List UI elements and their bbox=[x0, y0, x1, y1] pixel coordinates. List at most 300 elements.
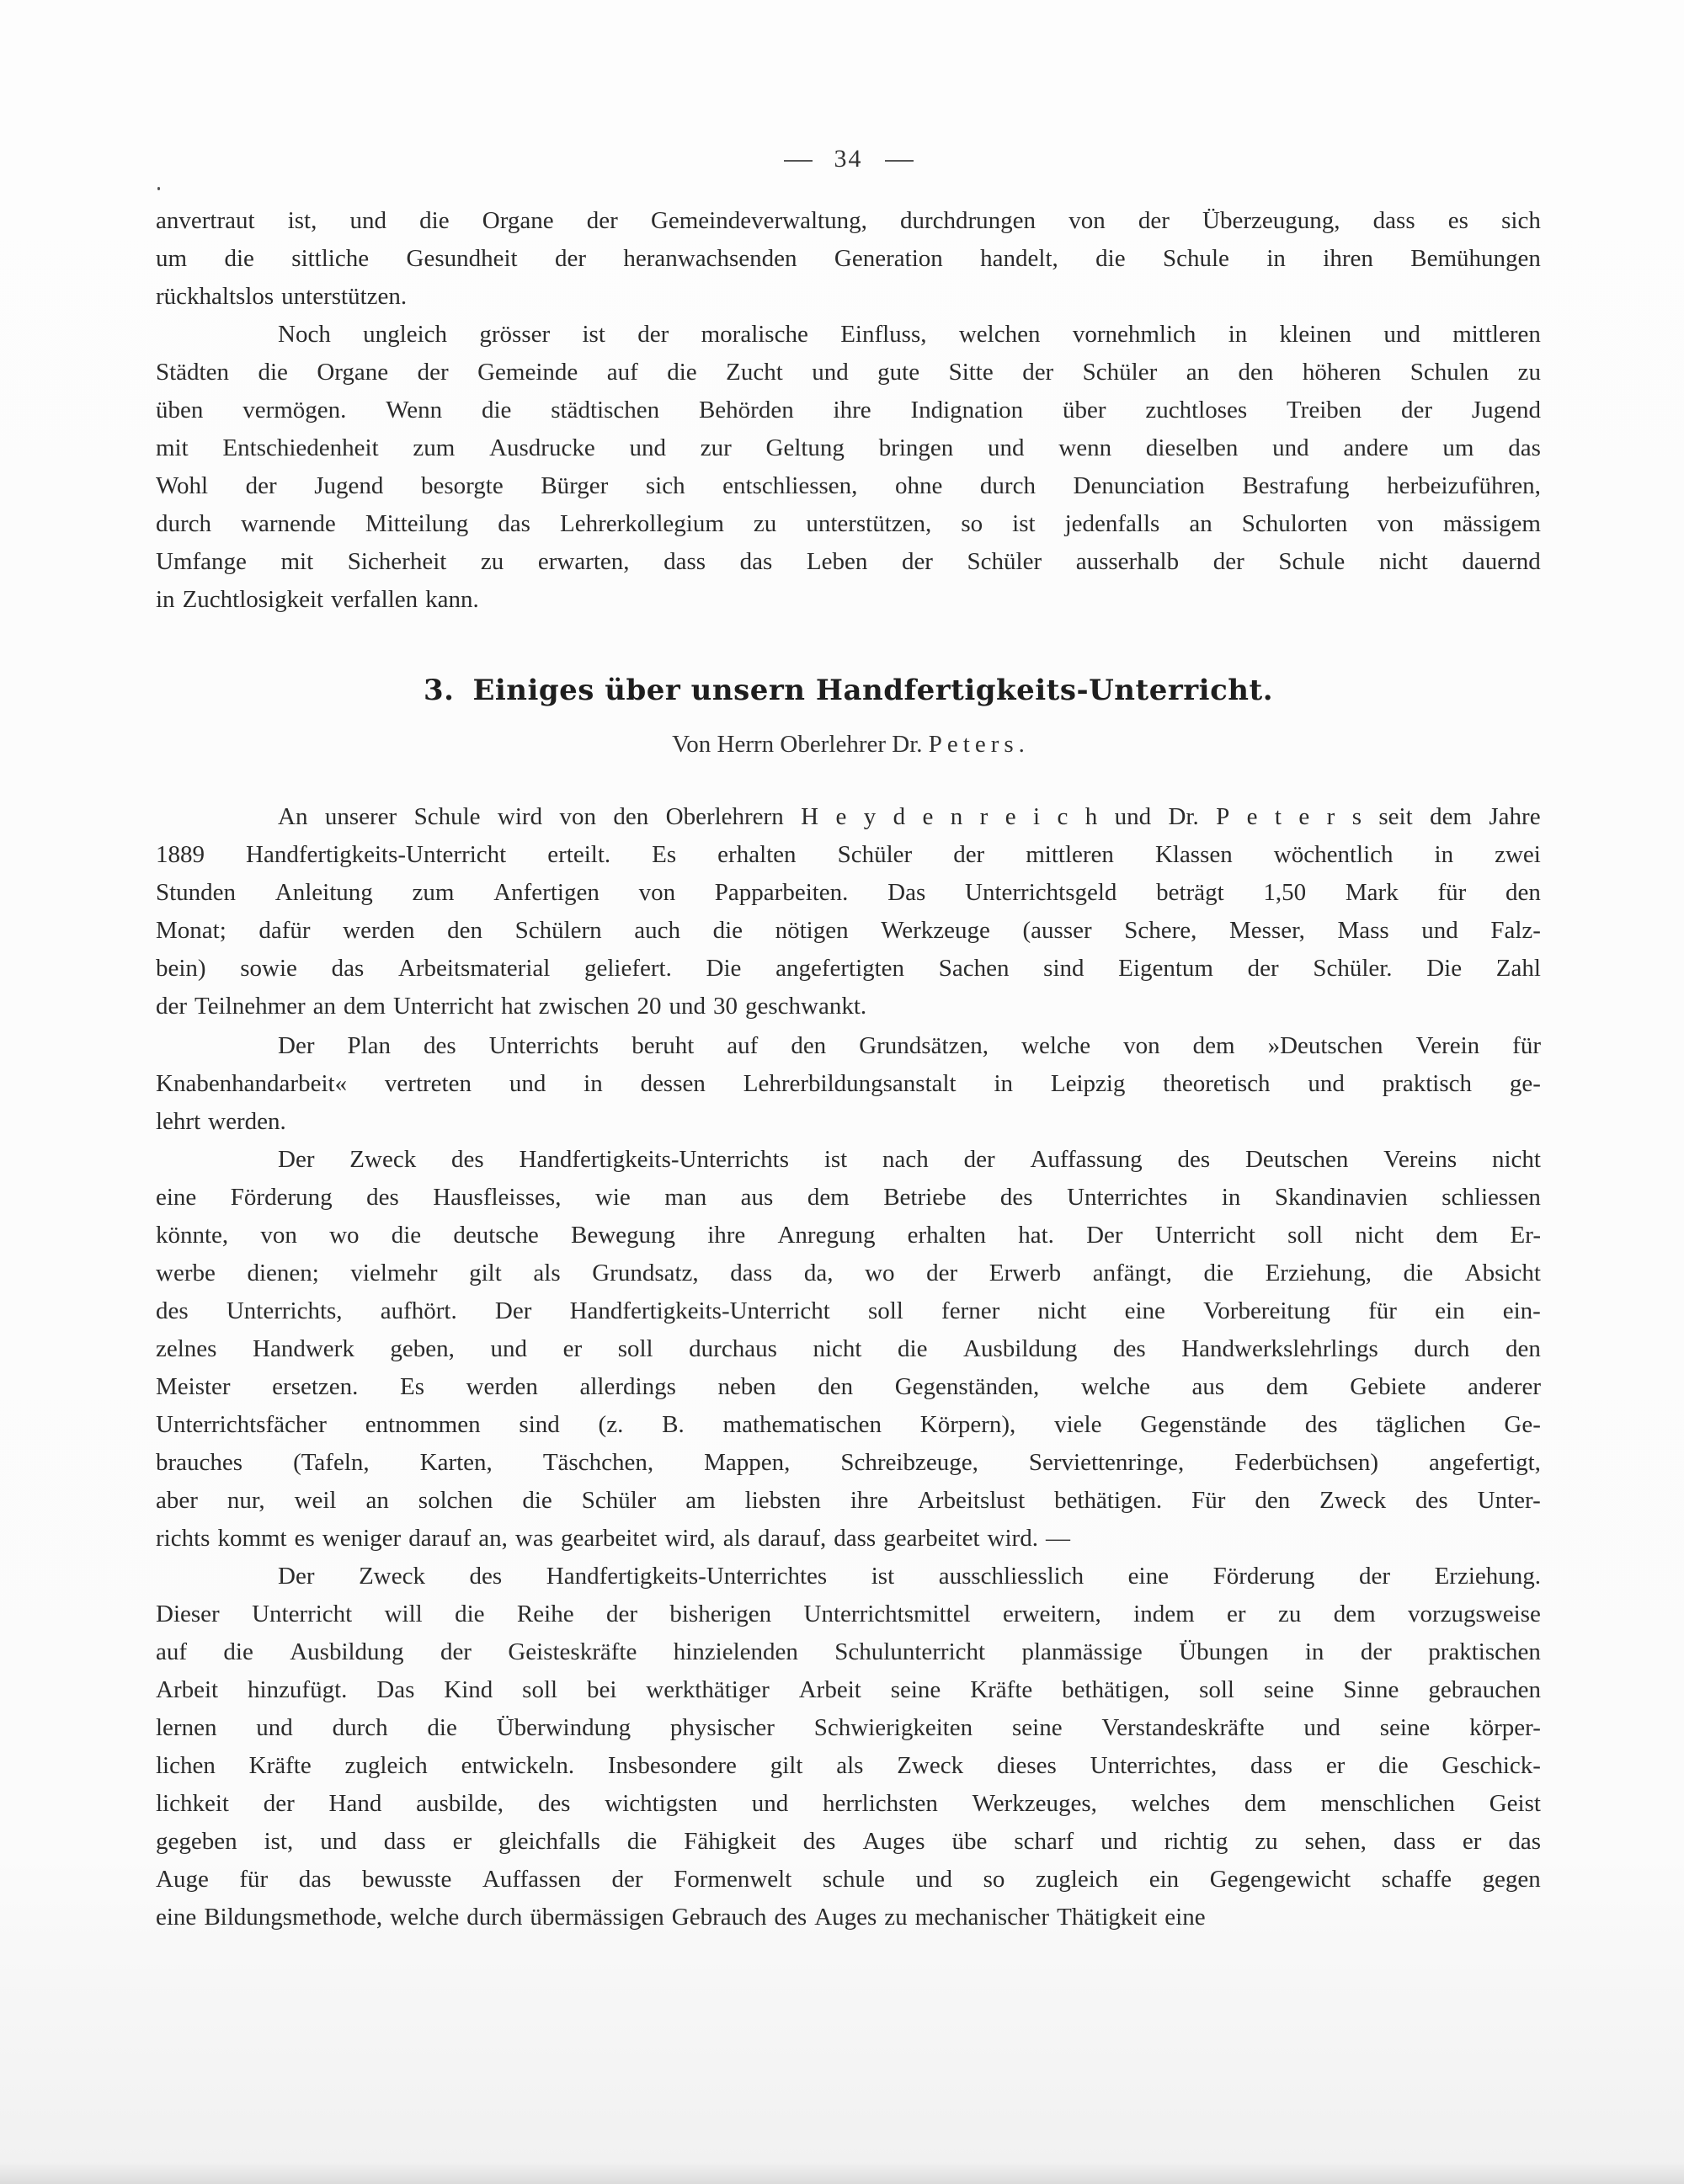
word: und bbox=[1114, 803, 1152, 830]
word: Vereins bbox=[1383, 1146, 1458, 1173]
word: des bbox=[451, 1146, 484, 1173]
word: anvertraut bbox=[156, 207, 255, 234]
word: des bbox=[774, 1904, 807, 1931]
word: Kräfte bbox=[248, 1752, 312, 1779]
word: den bbox=[1238, 359, 1274, 386]
word: ihre bbox=[850, 1487, 888, 1514]
word: ungleich bbox=[363, 321, 448, 348]
word: dieselben bbox=[1145, 434, 1239, 461]
word: die bbox=[427, 1714, 457, 1741]
word: Wohl bbox=[156, 472, 209, 499]
word: Teilnehmer bbox=[195, 993, 306, 1020]
word: Ge- bbox=[1504, 1411, 1541, 1438]
word: Knabenhandarbeit« bbox=[156, 1070, 348, 1097]
word: Das bbox=[887, 879, 926, 906]
word: seit bbox=[1378, 803, 1413, 830]
word: täglichen bbox=[1376, 1411, 1466, 1438]
word: des bbox=[469, 1563, 503, 1590]
word: eine bbox=[1164, 1904, 1206, 1931]
word: y bbox=[863, 803, 877, 830]
word: erhalten bbox=[907, 1222, 987, 1249]
text-line bbox=[156, 1444, 1541, 1482]
word: Deutschen bbox=[1244, 1146, 1349, 1173]
word: in bbox=[1228, 321, 1248, 348]
word: nur, bbox=[226, 1487, 265, 1514]
word: physischer bbox=[669, 1714, 775, 1741]
word: von bbox=[559, 803, 596, 830]
word: Auge bbox=[156, 1866, 209, 1893]
word: dem bbox=[1244, 1790, 1287, 1817]
word: Unterrichtsmittel bbox=[803, 1601, 971, 1627]
word: Gemeindeverwaltung, bbox=[650, 207, 867, 234]
word: Der bbox=[278, 1032, 315, 1059]
word: die bbox=[258, 359, 288, 386]
word: für bbox=[1368, 1297, 1397, 1324]
word: Plan bbox=[347, 1032, 392, 1059]
word: nicht bbox=[813, 1335, 862, 1362]
word: Jugend bbox=[1471, 397, 1541, 423]
word: theoretisch bbox=[1163, 1070, 1271, 1097]
word: indem bbox=[1133, 1601, 1195, 1627]
word: wo bbox=[329, 1222, 360, 1249]
word: Werkzeuges, bbox=[972, 1790, 1097, 1817]
word: und bbox=[1303, 1714, 1340, 1741]
word: geliefert. bbox=[584, 955, 672, 982]
word: zelnes bbox=[156, 1335, 217, 1362]
word: Arbeit bbox=[156, 1676, 219, 1703]
word: Hand bbox=[328, 1790, 382, 1817]
word: Insbesondere bbox=[607, 1752, 737, 1779]
paragraph-1 bbox=[156, 202, 1541, 316]
word: 1889 bbox=[156, 841, 205, 868]
word: wöchentlich bbox=[1273, 841, 1394, 868]
word: in bbox=[1304, 1638, 1324, 1665]
word: in bbox=[1434, 841, 1454, 868]
word: t bbox=[1274, 803, 1282, 830]
word: mittleren bbox=[1452, 321, 1541, 348]
word: auf bbox=[606, 359, 638, 386]
word: dem bbox=[1266, 1373, 1308, 1400]
word: ist, bbox=[287, 207, 317, 234]
word: und bbox=[751, 1790, 789, 1817]
word: des bbox=[802, 1828, 836, 1855]
word: ihre bbox=[833, 397, 871, 423]
word: Handwerk bbox=[253, 1335, 354, 1362]
word: werkthätiger bbox=[646, 1676, 770, 1703]
text-line bbox=[156, 1558, 1541, 1595]
word: Werkzeuge bbox=[881, 917, 990, 944]
word: er bbox=[562, 1335, 583, 1362]
word: Schwierigkeiten bbox=[813, 1714, 973, 1741]
word: besorgte bbox=[421, 472, 504, 499]
word: und bbox=[1272, 434, 1309, 461]
word: durch bbox=[1414, 1335, 1470, 1362]
word: beruht bbox=[632, 1032, 695, 1059]
word: die bbox=[391, 1222, 422, 1249]
word: Erwerb bbox=[989, 1260, 1062, 1286]
word: Er- bbox=[1510, 1222, 1541, 1249]
byline-author: Peters bbox=[928, 731, 1019, 758]
word: des bbox=[999, 1184, 1033, 1211]
word: der bbox=[156, 993, 188, 1020]
word: Vorbereitung bbox=[1203, 1297, 1330, 1324]
word: aber bbox=[156, 1487, 198, 1514]
word: soll bbox=[1287, 1222, 1324, 1249]
word: Das bbox=[376, 1676, 415, 1703]
word: Städten bbox=[156, 359, 229, 386]
word: es bbox=[294, 1525, 315, 1552]
word: die bbox=[1203, 1260, 1234, 1286]
word: der bbox=[554, 245, 587, 272]
word: erteilt. bbox=[547, 841, 611, 868]
word: Denunciation bbox=[1073, 472, 1205, 499]
word: den bbox=[447, 917, 482, 944]
word: vielmehr bbox=[350, 1260, 438, 1286]
word: Schüler bbox=[1082, 359, 1158, 386]
word: als bbox=[533, 1260, 561, 1286]
word: von bbox=[1377, 510, 1414, 537]
word: zu bbox=[1255, 1828, 1278, 1855]
word: den bbox=[1505, 1335, 1541, 1362]
word: darauf, bbox=[757, 1525, 827, 1552]
word: welche bbox=[390, 1904, 460, 1931]
word: seine bbox=[890, 1676, 941, 1703]
word: handelt, bbox=[980, 245, 1058, 272]
word: nach bbox=[882, 1146, 929, 1173]
word: dass bbox=[1372, 207, 1415, 234]
word: ein bbox=[1148, 1866, 1180, 1893]
word: das bbox=[1508, 434, 1541, 461]
word: Überwindung bbox=[496, 1714, 632, 1741]
word: da, bbox=[803, 1260, 834, 1286]
word: Serviettenringe, bbox=[1028, 1449, 1185, 1476]
word: am bbox=[685, 1487, 716, 1514]
paragraph-2 bbox=[156, 316, 1541, 619]
word: zugleich bbox=[344, 1752, 428, 1779]
word: Schere, bbox=[1124, 917, 1197, 944]
word: bisherigen bbox=[669, 1601, 772, 1627]
word: ge- bbox=[1509, 1070, 1541, 1097]
word: die bbox=[223, 1638, 253, 1665]
word: herbeizuführen, bbox=[1387, 472, 1541, 499]
word: heranwachsenden bbox=[623, 245, 797, 272]
word: Schülern bbox=[514, 917, 602, 944]
word: 30 bbox=[713, 993, 738, 1020]
word: ist bbox=[582, 321, 605, 348]
word: die bbox=[1095, 245, 1126, 272]
word: e bbox=[835, 803, 847, 830]
word: der bbox=[605, 1601, 637, 1627]
text-line bbox=[156, 1633, 1541, 1671]
word: kleinen bbox=[1279, 321, 1351, 348]
word: s bbox=[1351, 803, 1362, 830]
word: Förderung bbox=[1212, 1563, 1315, 1590]
word: werbe bbox=[156, 1260, 216, 1286]
word: gilt bbox=[469, 1260, 502, 1286]
word: gearbeitet bbox=[560, 1525, 658, 1552]
word: unserer bbox=[324, 803, 397, 830]
word: bewusste bbox=[362, 1866, 452, 1893]
word: Schule bbox=[1162, 245, 1229, 272]
word: Schulorten bbox=[1241, 510, 1348, 537]
text-line bbox=[156, 1141, 1541, 1179]
word: der bbox=[953, 841, 985, 868]
word: an bbox=[365, 1487, 389, 1514]
word: dessen bbox=[640, 1070, 706, 1097]
word: Bildungsmethode, bbox=[204, 1904, 383, 1931]
text-line bbox=[156, 1861, 1541, 1899]
word: Verein bbox=[1415, 1032, 1480, 1059]
word: Die bbox=[1426, 955, 1463, 982]
word: des bbox=[1112, 1335, 1146, 1362]
word: soll bbox=[1199, 1676, 1234, 1703]
text-line bbox=[156, 836, 1541, 874]
word: zu bbox=[480, 548, 504, 575]
word: Messer, bbox=[1229, 917, 1305, 944]
word: Schulen bbox=[1410, 359, 1489, 386]
word: der bbox=[637, 321, 669, 348]
word: Auges bbox=[862, 1828, 925, 1855]
word: Geltung bbox=[765, 434, 845, 461]
word: der bbox=[245, 472, 277, 499]
word: Schulunterricht bbox=[834, 1638, 986, 1665]
word: Mark bbox=[1345, 879, 1399, 906]
word: lehrt bbox=[156, 1108, 201, 1135]
word: welchen bbox=[958, 321, 1041, 348]
word: aufhört. bbox=[380, 1297, 457, 1324]
word: und bbox=[669, 993, 706, 1020]
word: das bbox=[331, 955, 365, 982]
word: dem bbox=[1192, 1032, 1235, 1059]
word: ausschliesslich bbox=[938, 1563, 1084, 1590]
word: es bbox=[1447, 207, 1468, 234]
text-line bbox=[156, 1027, 1541, 1065]
word: ist bbox=[1012, 510, 1036, 537]
word: die bbox=[522, 1487, 552, 1514]
word: Anregung bbox=[777, 1222, 876, 1249]
word: für bbox=[239, 1866, 269, 1893]
word: e bbox=[1005, 803, 1016, 830]
word: sind bbox=[1043, 955, 1084, 982]
word: gleichfalls bbox=[498, 1828, 600, 1855]
word: (Tafeln, bbox=[293, 1449, 370, 1476]
text-line bbox=[156, 1217, 1541, 1254]
word: auch bbox=[634, 917, 680, 944]
word: e bbox=[1246, 803, 1258, 830]
word: neben bbox=[717, 1373, 776, 1400]
word: sehen, bbox=[1304, 1828, 1367, 1855]
word: Unterricht bbox=[392, 993, 494, 1020]
word: Sinne bbox=[1343, 1676, 1399, 1703]
text-line bbox=[156, 543, 1541, 581]
word: Gesundheit bbox=[406, 245, 518, 272]
word: auf bbox=[156, 1638, 188, 1665]
word: vorzugsweise bbox=[1408, 1601, 1541, 1627]
word: nicht bbox=[1037, 1297, 1087, 1324]
word: Gebiete bbox=[1350, 1373, 1426, 1400]
word: i bbox=[1032, 803, 1041, 830]
word: und bbox=[349, 207, 387, 234]
word: an bbox=[1189, 510, 1212, 537]
word: gute bbox=[877, 359, 920, 386]
word: wo bbox=[865, 1260, 895, 1286]
word: lernen bbox=[156, 1714, 217, 1741]
word: Sachen bbox=[938, 955, 1010, 982]
word: Handfertigkeits-Unterricht bbox=[246, 841, 507, 868]
word: zu bbox=[753, 510, 777, 537]
word: wichtigsten bbox=[605, 1790, 717, 1817]
word: hinzielenden bbox=[673, 1638, 798, 1665]
word: die bbox=[667, 359, 697, 386]
word: durchdrungen bbox=[899, 207, 1037, 234]
word: brauches bbox=[156, 1449, 243, 1476]
word: zum bbox=[412, 879, 455, 906]
word: richts bbox=[156, 1525, 210, 1552]
word: mässigem bbox=[1442, 510, 1541, 537]
word: mathematischen bbox=[722, 1411, 882, 1438]
word: d bbox=[893, 803, 906, 830]
word: nötigen bbox=[775, 917, 849, 944]
paragraph-6 bbox=[156, 1558, 1541, 1936]
word: Papparbeiten. bbox=[714, 879, 849, 906]
word: bethätigen. bbox=[1054, 1487, 1163, 1514]
paragraph-3 bbox=[156, 798, 1541, 1025]
word: dem bbox=[344, 993, 386, 1020]
word: Thätigkeit bbox=[1057, 1904, 1158, 1931]
word: Erziehung. bbox=[1434, 1563, 1541, 1590]
word: der bbox=[1358, 1563, 1390, 1590]
text-line bbox=[156, 1595, 1541, 1633]
word: des bbox=[1177, 1146, 1211, 1173]
text-line bbox=[156, 912, 1541, 950]
word: Zweck bbox=[349, 1146, 417, 1173]
word: hat. bbox=[1018, 1222, 1054, 1249]
word: durch bbox=[466, 1904, 523, 1931]
word: Es bbox=[400, 1373, 424, 1400]
word: ohne bbox=[894, 472, 943, 499]
word: herrlichsten bbox=[822, 1790, 938, 1817]
word: die bbox=[898, 1335, 928, 1362]
word: und bbox=[1383, 321, 1420, 348]
word: Mass bbox=[1337, 917, 1389, 944]
word: als bbox=[722, 1525, 750, 1552]
word: Behörden bbox=[698, 397, 794, 423]
word: des bbox=[537, 1790, 571, 1817]
word: Zweck bbox=[897, 1752, 964, 1779]
word: dass bbox=[1393, 1828, 1436, 1855]
word: scharf bbox=[1014, 1828, 1074, 1855]
word: Erziehung, bbox=[1265, 1260, 1372, 1286]
text-line bbox=[156, 392, 1541, 429]
word: grösser bbox=[479, 321, 551, 348]
word: Hausfleisses, bbox=[433, 1184, 562, 1211]
word: sowie bbox=[240, 955, 297, 982]
word: bei bbox=[586, 1676, 617, 1703]
word: durchaus bbox=[689, 1335, 777, 1362]
word: nicht bbox=[1491, 1146, 1541, 1173]
word: mittleren bbox=[1026, 841, 1114, 868]
word: Sitte bbox=[948, 359, 994, 386]
word: Indignation bbox=[910, 397, 1024, 423]
word: welche bbox=[1080, 1373, 1150, 1400]
word: wird, bbox=[664, 1525, 716, 1552]
word: angefertigten bbox=[775, 955, 905, 982]
word: e bbox=[1298, 803, 1310, 830]
word: was bbox=[514, 1525, 553, 1552]
word: zu bbox=[884, 1904, 908, 1931]
word: wird bbox=[497, 803, 543, 830]
word: Zweck bbox=[359, 1563, 425, 1590]
word: soll bbox=[522, 1676, 558, 1703]
word: die bbox=[455, 1601, 485, 1627]
word: Unter- bbox=[1477, 1487, 1541, 1514]
word: dem bbox=[1333, 1601, 1376, 1627]
word: moralische bbox=[701, 321, 808, 348]
word: des bbox=[1415, 1487, 1448, 1514]
word: Oberlehrern bbox=[665, 803, 784, 830]
word: ihren bbox=[1323, 245, 1373, 272]
word: an, bbox=[478, 1525, 508, 1552]
text-line bbox=[156, 429, 1541, 467]
word: Mitteilung bbox=[365, 510, 469, 537]
word: verfallen bbox=[331, 586, 418, 613]
word: deutsche bbox=[453, 1222, 539, 1249]
word: werden bbox=[466, 1373, 538, 1400]
word: richtig bbox=[1164, 1828, 1228, 1855]
word: bein) bbox=[156, 955, 206, 982]
section-number: 3. bbox=[423, 674, 455, 707]
word: er bbox=[1227, 1601, 1246, 1627]
text-line bbox=[156, 798, 1541, 836]
word: Handfertigkeits-Unterrichts bbox=[519, 1146, 790, 1173]
word: übermässigen bbox=[530, 1904, 664, 1931]
word: hat bbox=[501, 993, 531, 1020]
word: h bbox=[1084, 803, 1098, 830]
word: lichen bbox=[156, 1752, 216, 1779]
text-line bbox=[156, 467, 1541, 505]
text-line bbox=[156, 1520, 1541, 1558]
word: der bbox=[963, 1146, 995, 1173]
word: durch bbox=[979, 472, 1036, 499]
word: den bbox=[818, 1373, 854, 1400]
word: und bbox=[320, 1828, 357, 1855]
word: der bbox=[1400, 397, 1432, 423]
word: dauernd bbox=[1462, 548, 1541, 575]
text-line bbox=[156, 1671, 1541, 1709]
word: der bbox=[263, 1790, 295, 1817]
word: Einfluss, bbox=[840, 321, 927, 348]
word: von bbox=[260, 1222, 297, 1249]
word: das bbox=[498, 510, 530, 537]
word: bringen bbox=[878, 434, 954, 461]
word: welche bbox=[1021, 1032, 1091, 1059]
word: die bbox=[419, 207, 450, 234]
word: Leben bbox=[806, 548, 868, 575]
word: durch bbox=[156, 510, 212, 537]
word: 20 bbox=[637, 993, 662, 1020]
word: ein bbox=[1435, 1297, 1465, 1324]
word: »Deutschen bbox=[1267, 1032, 1383, 1059]
word: Leipzig bbox=[1050, 1070, 1126, 1097]
word: in bbox=[584, 1070, 603, 1097]
word: der bbox=[611, 1866, 643, 1893]
text-line bbox=[156, 1103, 1541, 1141]
word: er bbox=[452, 1828, 472, 1855]
word: Fähigkeit bbox=[684, 1828, 776, 1855]
word: schliessen bbox=[1442, 1184, 1541, 1211]
word: Gegenständen, bbox=[894, 1373, 1040, 1400]
word: Förderung bbox=[230, 1184, 333, 1211]
